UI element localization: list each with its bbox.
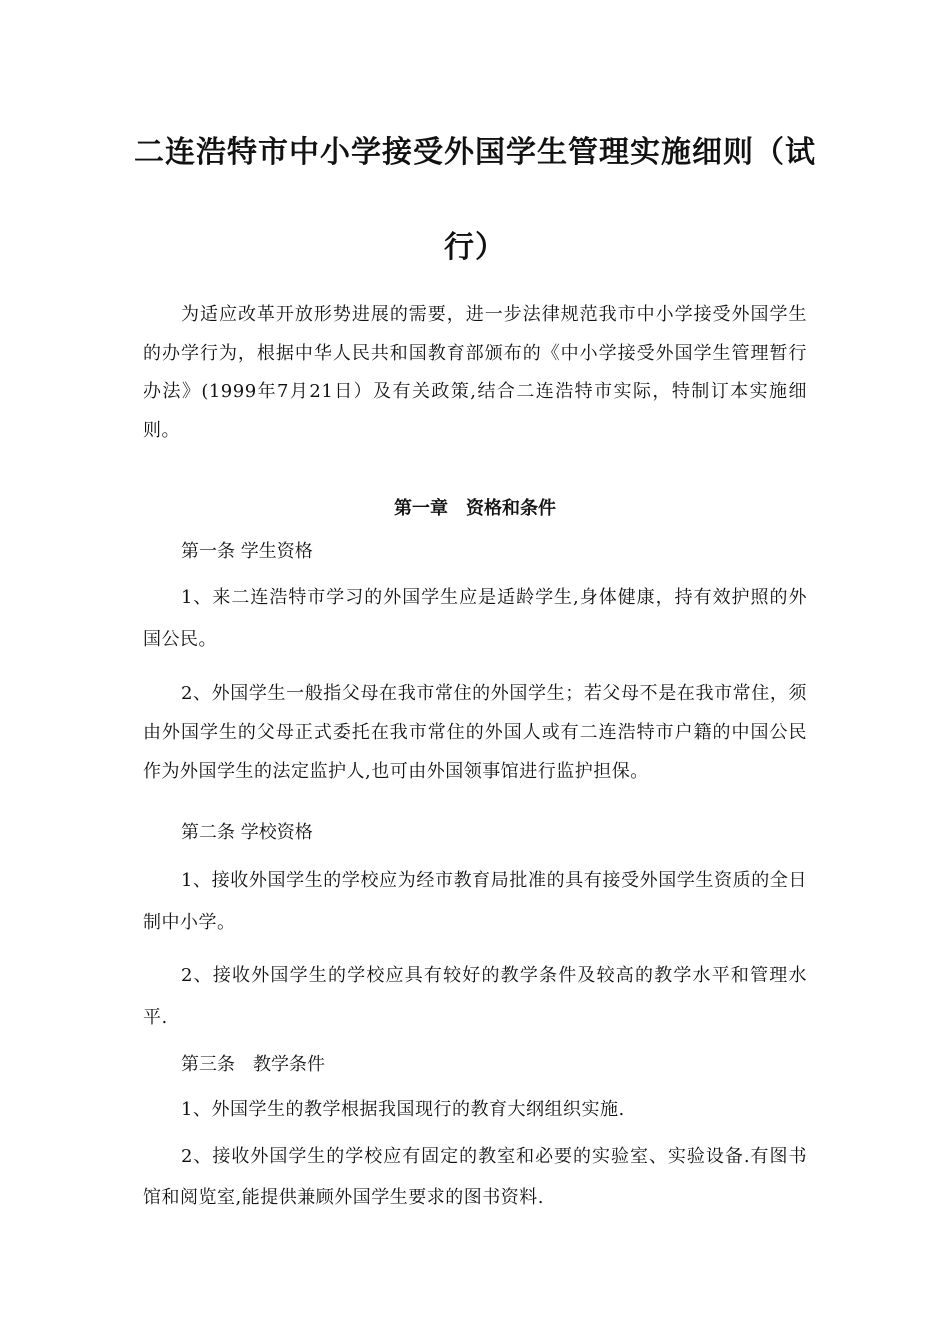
document-title-line-1: 二连浩特市中小学接受外国学生管理实施细则（试 [134, 135, 816, 170]
article-3-heading: 第三条 教学条件 [181, 1054, 325, 1075]
article-1-clause-2: 2、外国学生一般指父母在我市常住的外国学生；若父母不是在我市常住，须由外国学生的父母正式委托在我市常住的外国人或有二连浩特市户籍的中国公民作为外国学生的法定监护人,也可由外国领事馆进行监护担保。 [143, 683, 807, 782]
intro-paragraph: 为适应改革开放形势进展的需要，进一步法律规范我市中小学接受外国学生的办学行为，根据中华人民共和国教育部颁布的《中小学接受外国学生管理暂行办法》(1999年7月21日）及有关政策,结合二连浩特市实际，特制订本实施细则。 [143, 304, 807, 441]
article-2-heading: 第二条 学校资格 [181, 822, 313, 843]
article-3-clause-2: 2、接收外国学生的学校应有固定的教室和必要的实验室、实验设备.有图书馆和阅览室,能提供兼顾外国学生要求的图书资料. [143, 1146, 807, 1208]
document-title-line-2: 行） [444, 230, 506, 265]
article-1-clause-1: 1、来二连浩特市学习的外国学生应是适龄学生,身体健康，持有效护照的外国公民。 [143, 587, 807, 650]
article-2-clause-2: 2、接收外国学生的学校应具有较好的教学条件及较高的教学水平和管理水平. [143, 965, 807, 1028]
article-1-heading: 第一条 学生资格 [181, 541, 313, 562]
article-2-clause-1: 1、接收外国学生的学校应为经市教育局批准的具有接受外国学生资质的全日制中小学。 [143, 870, 807, 933]
chapter-heading: 第一章 资格和条件 [394, 498, 556, 519]
article-3-clause-1: 1、外国学生的教学根据我国现行的教育大纲组织实施. [181, 1099, 625, 1120]
